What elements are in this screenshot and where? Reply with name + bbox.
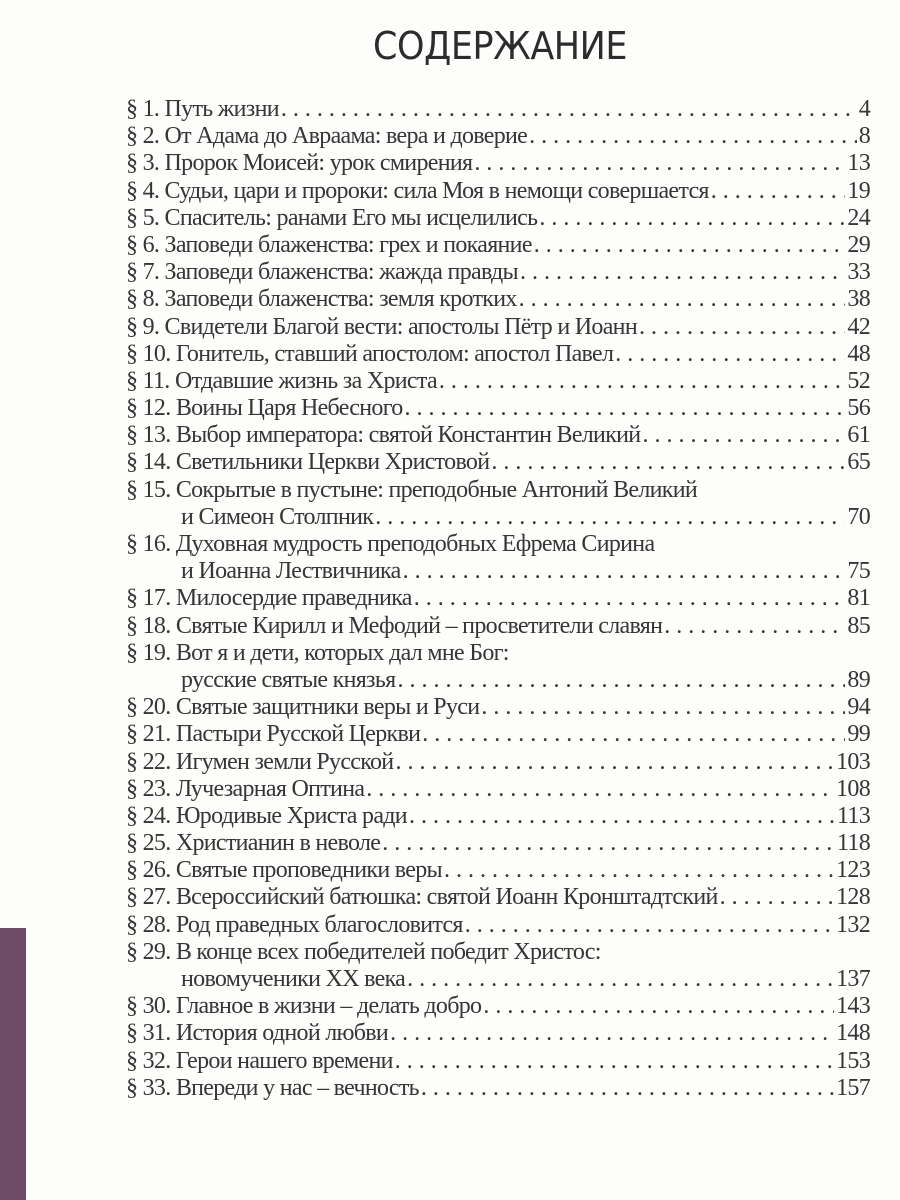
dot-leader <box>375 504 845 531</box>
toc-entry[interactable] <box>126 857 870 884</box>
section-number: § 17. <box>126 585 171 612</box>
dot-leader <box>421 1075 834 1102</box>
section-number: § 10. <box>126 340 171 367</box>
dot-leader <box>382 830 835 857</box>
toc-entry[interactable] <box>126 96 870 123</box>
dot-leader <box>711 178 846 205</box>
toc-entry[interactable] <box>126 912 870 939</box>
dot-leader <box>720 884 834 911</box>
section-number: § 30. <box>126 993 171 1020</box>
section-number: § 19. <box>126 639 171 666</box>
section-number: § 23. <box>126 775 171 802</box>
dot-leader <box>409 803 835 830</box>
toc-entry-line <box>126 232 870 259</box>
toc-entry-line <box>126 640 870 667</box>
toc-entry-line <box>126 259 870 286</box>
page-number: 24 <box>847 204 870 231</box>
section-number: § 33. <box>126 1074 171 1101</box>
dot-leader <box>520 259 845 286</box>
section-number: § 3. <box>126 150 160 177</box>
page-number: 123 <box>836 857 870 884</box>
section-title: Гонитель, ставший апостолом: апостол Павел <box>175 340 614 367</box>
page-number: 33 <box>847 259 870 286</box>
dot-leader <box>664 613 845 640</box>
toc-entry[interactable] <box>126 232 870 259</box>
dot-leader <box>407 966 834 993</box>
toc-entry[interactable] <box>126 477 870 531</box>
toc-entry[interactable] <box>126 721 870 748</box>
toc-entry[interactable] <box>126 395 870 422</box>
section-title: Светильники Церкви Христовой <box>175 449 490 476</box>
section-title: История одной любви <box>175 1020 389 1047</box>
section-title: Спаситель: ранами Его мы исцелились <box>164 204 538 231</box>
toc-entry[interactable] <box>126 993 870 1020</box>
toc-entry-line <box>126 422 870 449</box>
toc-entry[interactable] <box>126 205 870 232</box>
page-number: 99 <box>847 721 870 748</box>
toc-entry[interactable] <box>126 749 870 776</box>
toc-entry-continuation <box>126 966 870 993</box>
dot-leader <box>465 912 834 939</box>
dot-leader <box>639 314 845 341</box>
page-number: 103 <box>836 748 870 775</box>
toc-entry-line <box>126 1075 870 1102</box>
toc-entry[interactable] <box>126 613 870 640</box>
toc-entry-line <box>126 178 870 205</box>
toc-entry-line <box>126 395 870 422</box>
toc-entry[interactable] <box>126 150 870 177</box>
section-number: § 26. <box>126 857 171 884</box>
toc-entry-line <box>126 341 870 368</box>
toc-entry-line <box>126 123 870 150</box>
toc-entry[interactable] <box>126 286 870 313</box>
page-number: 89 <box>847 666 870 693</box>
page-number: 113 <box>836 802 870 829</box>
toc-entry-line <box>126 585 870 612</box>
page-number: 52 <box>847 367 870 394</box>
dot-leader <box>405 395 846 422</box>
section-number: § 24. <box>126 802 171 829</box>
toc-entry[interactable] <box>126 776 870 803</box>
section-title: Сокрытые в пустыне: преподобные Антоний Великий <box>175 476 697 503</box>
section-title: Святые защитники веры и Руси <box>175 694 480 721</box>
section-title: От Адама до Авраама: вера и доверие <box>164 123 528 150</box>
page-number: 19 <box>847 177 870 204</box>
toc-entry[interactable] <box>126 259 870 286</box>
toc-entry-line <box>126 939 870 966</box>
toc-entry-line <box>126 368 870 395</box>
dot-leader <box>397 667 845 694</box>
toc-entry[interactable] <box>126 368 870 395</box>
dot-leader <box>539 205 845 232</box>
dot-leader <box>395 1048 834 1075</box>
section-title: Род праведных благословится <box>175 911 463 938</box>
section-title: В конце всех победителей победит Христос: <box>175 938 601 965</box>
toc-entry[interactable] <box>126 640 870 694</box>
section-number: § 14. <box>126 449 171 476</box>
dot-leader <box>491 449 845 476</box>
toc-entry-line <box>126 314 870 341</box>
section-title: Духовная мудрость преподобных Ефрема Сирина <box>175 531 655 557</box>
toc-entry-line <box>126 830 870 857</box>
section-number: § 4. <box>126 177 160 204</box>
section-title: Святые Кирилл и Мефодий – просветители славян <box>175 612 663 639</box>
section-number: § 32. <box>126 1047 171 1074</box>
page-number: 38 <box>847 286 870 313</box>
toc-entry[interactable] <box>126 884 870 911</box>
section-number: § 21. <box>126 721 171 748</box>
page-number: 29 <box>847 231 870 258</box>
section-number: § 29. <box>126 938 171 965</box>
page-number: 13 <box>847 150 870 177</box>
section-title: Заповеди блаженства: грех и покаяние <box>164 231 532 258</box>
section-number: § 28. <box>126 911 171 938</box>
toc-entry-line <box>126 613 870 640</box>
page-number: 108 <box>836 775 870 802</box>
toc-entry[interactable] <box>126 314 870 341</box>
section-title: Пророк Моисей: урок смирения <box>164 150 473 177</box>
dot-leader <box>395 749 834 776</box>
page-number: 85 <box>847 612 870 639</box>
page-number: 70 <box>847 503 870 530</box>
dot-leader <box>483 993 834 1020</box>
section-title: и Иоанна Лествичника <box>181 558 401 585</box>
toc-entry-line <box>126 912 870 939</box>
section-number: § 15. <box>126 476 171 503</box>
section-title: Заповеди блаженства: жажда правды <box>164 259 518 286</box>
section-number: § 8. <box>126 286 160 313</box>
page-number: 132 <box>836 911 870 938</box>
toc-entry-line <box>126 694 870 721</box>
page-number: 75 <box>847 558 870 585</box>
toc-entry-line <box>126 96 870 123</box>
section-number: § 6. <box>126 231 160 258</box>
section-title: Пастыри Русской Церкви <box>175 721 421 748</box>
toc-entry[interactable] <box>126 1020 870 1047</box>
page-edge-color-bar <box>0 928 26 1200</box>
section-title: Вот я и дети, которых дал мне Бог: <box>175 639 509 666</box>
toc-entry-line <box>126 993 870 1020</box>
section-title: Отдавшие жизнь за Христа <box>174 367 437 394</box>
section-number: § 22. <box>126 748 171 775</box>
toc-entry[interactable] <box>126 341 870 368</box>
section-number: § 18. <box>126 612 171 639</box>
section-title: Путь жизни <box>164 96 279 122</box>
dot-leader <box>281 96 857 123</box>
page-number: 81 <box>847 585 870 612</box>
page-number: 56 <box>847 395 870 422</box>
table-of-contents <box>126 96 870 1102</box>
page-number: 4 <box>858 96 870 122</box>
section-title: русские святые князья <box>181 666 396 693</box>
toc-entry-line <box>126 721 870 748</box>
section-title: новомученики XX века <box>181 966 406 992</box>
section-title: Заповеди блаженства: земля кротких <box>164 286 517 313</box>
toc-entry-line <box>126 150 870 177</box>
toc-entry-line <box>126 803 870 830</box>
dot-leader <box>615 341 845 368</box>
dot-leader <box>519 286 846 313</box>
section-number: § 11. <box>126 367 170 394</box>
toc-entry-line <box>126 286 870 313</box>
toc-entry[interactable] <box>126 178 870 205</box>
section-title: Судьи, цари и пророки: сила Моя в немощи совершается <box>164 177 709 204</box>
section-title: Юродивые Христа ради <box>175 802 407 829</box>
toc-entry-line <box>126 776 870 803</box>
section-number: § 9. <box>126 313 160 340</box>
dot-leader <box>366 776 834 803</box>
page-number: 61 <box>847 422 870 449</box>
section-title: Герои нашего времени <box>175 1047 393 1074</box>
page-number: 148 <box>836 1020 870 1047</box>
toc-entry[interactable] <box>126 123 870 150</box>
toc-entry-line <box>126 477 870 504</box>
section-number: § 1. <box>126 96 160 122</box>
toc-entry[interactable] <box>126 1048 870 1075</box>
dot-leader <box>403 558 846 585</box>
dot-leader <box>414 585 846 612</box>
dot-leader <box>422 721 845 748</box>
toc-entry-continuation <box>126 667 870 694</box>
toc-entry-line <box>126 857 870 884</box>
toc-entry-line <box>126 449 870 476</box>
section-title: Лучезарная Оптина <box>175 775 365 802</box>
section-number: § 16. <box>126 531 171 557</box>
page-number: 48 <box>847 340 870 367</box>
page-number: 143 <box>836 993 870 1020</box>
toc-entry[interactable] <box>126 422 870 449</box>
toc-entry[interactable] <box>126 830 870 857</box>
page-number: 42 <box>847 313 870 340</box>
toc-entry-line <box>126 1020 870 1047</box>
dot-leader <box>529 123 857 150</box>
section-title: и Симеон Столпник <box>181 503 374 530</box>
toc-entry-continuation <box>126 558 870 585</box>
dot-leader <box>444 857 834 884</box>
section-number: § 20. <box>126 694 171 721</box>
section-number: § 13. <box>126 422 171 449</box>
page-number: 128 <box>836 884 870 911</box>
dot-leader <box>439 368 845 395</box>
section-title: Игумен земли Русской <box>175 748 394 775</box>
section-title: Главное в жизни – делать добро <box>175 993 482 1020</box>
section-number: § 7. <box>126 259 160 286</box>
page-number: 65 <box>847 449 870 476</box>
toc-entry[interactable] <box>126 449 870 476</box>
page-number: 94 <box>847 694 870 721</box>
dot-leader <box>481 694 845 721</box>
section-title: Милосердие праведника <box>175 585 412 612</box>
toc-entry[interactable] <box>126 585 870 612</box>
page-number: 8 <box>858 123 870 150</box>
toc-entry[interactable] <box>126 803 870 830</box>
toc-entry[interactable] <box>126 694 870 721</box>
toc-entry-line <box>126 749 870 776</box>
toc-entry-continuation <box>126 504 870 531</box>
page-number: 137 <box>836 966 870 992</box>
dot-leader <box>534 232 846 259</box>
toc-entry[interactable] <box>126 939 870 993</box>
section-title: Воины Царя Небесного <box>175 395 403 422</box>
dot-leader <box>390 1020 834 1047</box>
toc-entry[interactable] <box>126 1075 870 1102</box>
page-number: 118 <box>836 830 870 857</box>
toc-entry-line <box>126 205 870 232</box>
section-number: § 27. <box>126 884 171 911</box>
section-title: Христианин в неволе <box>175 830 381 857</box>
toc-entry-line <box>126 531 870 558</box>
section-title: Всероссийский батюшка: святой Иоанн Кронштадтский <box>175 884 718 911</box>
section-number: § 12. <box>126 395 171 422</box>
dot-leader <box>642 422 845 449</box>
toc-entry-line <box>126 1048 870 1075</box>
toc-entry-line <box>126 884 870 911</box>
section-number: § 5. <box>126 204 160 231</box>
page-number: 157 <box>836 1074 870 1101</box>
section-title: Впереди у нас – вечность <box>175 1074 419 1101</box>
page-number: 153 <box>836 1047 870 1074</box>
toc-entry[interactable] <box>126 531 870 585</box>
section-number: § 2. <box>126 123 160 150</box>
section-title: Святые проповедники веры <box>175 857 442 884</box>
section-title: Свидетели Благой вести: апостолы Пётр и Иоанн <box>164 313 637 340</box>
page-title: СОДЕРЖАНИЕ <box>373 24 627 68</box>
section-title: Выбор императора: святой Константин Великий <box>175 422 641 449</box>
section-number: § 25. <box>126 830 171 857</box>
dot-leader <box>474 150 845 177</box>
section-number: § 31. <box>126 1020 171 1047</box>
